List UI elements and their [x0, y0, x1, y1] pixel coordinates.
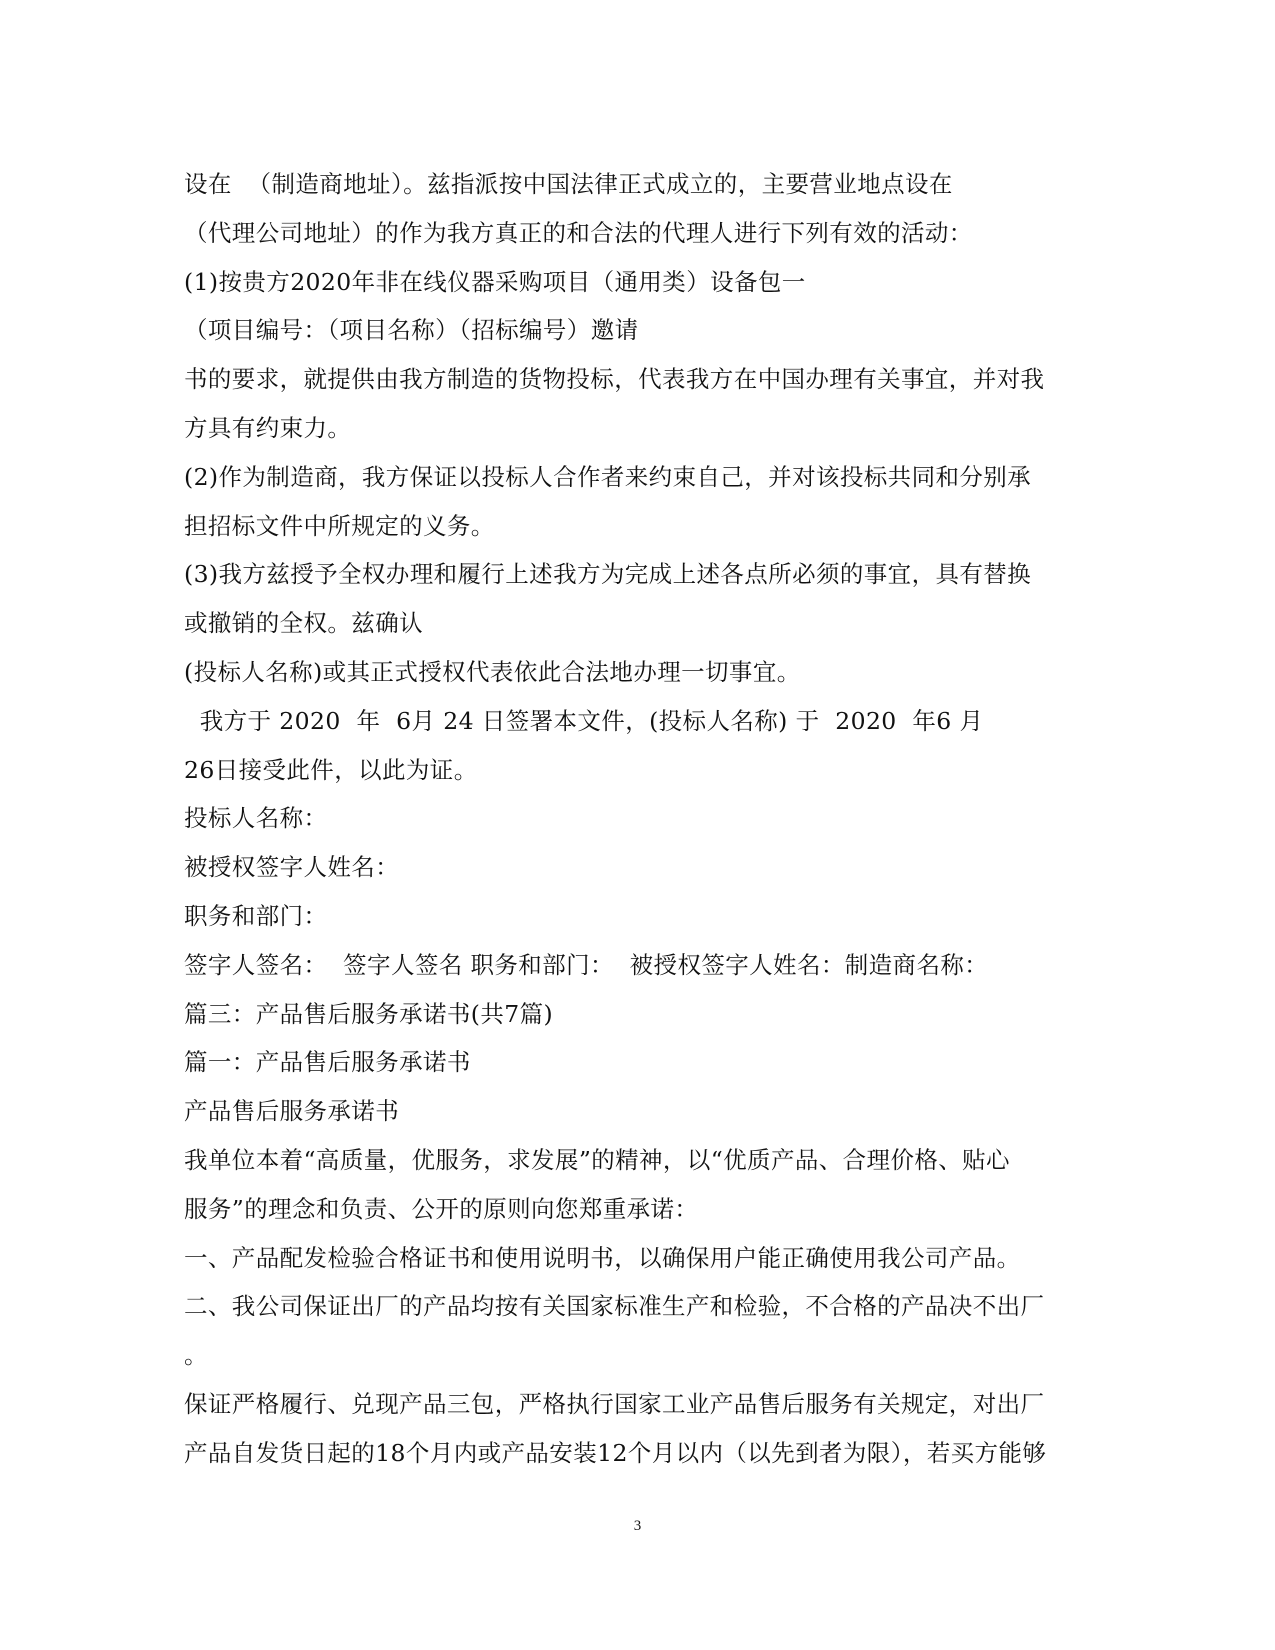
text-line: 26日接受此件，以此为证。: [184, 755, 478, 784]
text-line: 产品自发货日起的18个月内或产品安装12个月以内（以先到者为限），若买方能够: [184, 1438, 1047, 1467]
text-line: 方具有约束力。: [184, 413, 352, 442]
text-line: 书的要求，就提供由我方制造的货物投标，代表我方在中国办理有关事宜，并对我: [184, 365, 1045, 394]
text-line: （项目编号：（项目名称）（招标编号）邀请: [184, 316, 639, 345]
text-line: 职务和部门：: [184, 901, 328, 930]
section-heading: 篇三：产品售后服务承诺书(共7篇): [184, 999, 554, 1028]
text-line: 被授权签字人姓名：: [184, 853, 400, 882]
text-line: 设在 （制造商地址）。兹指派按中国法律正式成立的，主要营业地点设在: [184, 170, 953, 198]
document-body: [184, 160, 1084, 1478]
text-line: (2)作为制造商，我方保证以投标人合作者来约束自己，并对该投标共同和分别承: [184, 462, 1032, 491]
text-line: 二、我公司保证出厂的产品均按有关国家标准生产和检验，不合格的产品决不出厂: [184, 1292, 1045, 1321]
text-line: 。: [184, 1341, 208, 1370]
text-line: (3)我方兹授予全权办理和履行上述我方为完成上述各点所必须的事宜，具有替换: [184, 560, 1032, 589]
text-line: (1)按贵方2020年非在线仪器采购项目（通用类）设备包一: [184, 267, 806, 296]
text-line: 担招标文件中所规定的义务。: [184, 511, 495, 540]
section-heading: 篇一：产品售后服务承诺书: [184, 1048, 471, 1077]
text-line: 我单位本着“高质量，优服务，求发展”的精神，以“优质产品、合理价格、贴心: [184, 1145, 1010, 1174]
text-line: 一、产品配发检验合格证书和使用说明书，以确保用户能正确使用我公司产品。: [184, 1243, 1021, 1272]
text-line: （代理公司地址）的作为我方真正的和合法的代理人进行下列有效的活动：: [184, 218, 973, 247]
document-title: 产品售后服务承诺书: [184, 1097, 400, 1126]
text-line: 服务”的理念和负责、公开的原则向您郑重承诺：: [184, 1194, 699, 1223]
text-line: 签字人签名： 签字人签名 职务和部门： 被授权签字人姓名：制造商名称：: [184, 950, 989, 979]
page-number: 3: [633, 1518, 642, 1534]
text-line: 投标人名称：: [184, 804, 328, 833]
text-line: 保证严格履行、兑现产品三包，严格执行国家工业产品售后服务有关规定，对出厂: [184, 1389, 1045, 1418]
text-line: 或撤销的全权。兹确认: [184, 609, 423, 638]
text-line: 我方于 2020 年 6月 24 日签署本文件，(投标人名称) 于 2020 年6 月: [184, 706, 984, 735]
text-line: (投标人名称)或其正式授权代表依此合法地办理一切事宜。: [184, 657, 801, 686]
